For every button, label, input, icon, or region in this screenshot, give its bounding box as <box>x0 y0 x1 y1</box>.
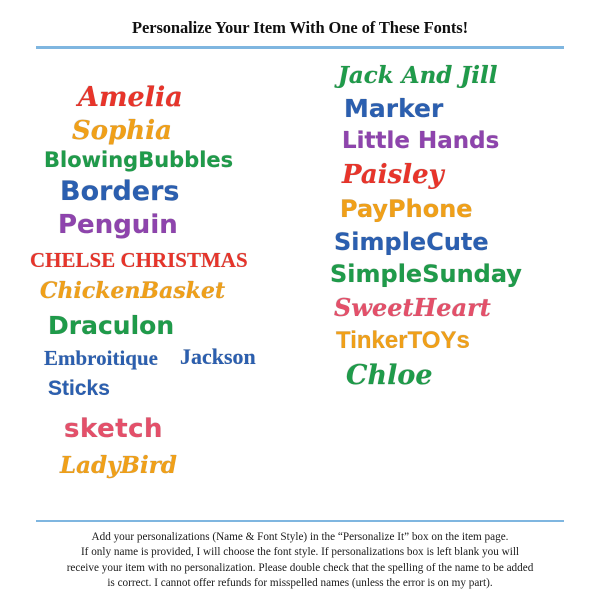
page-title: Personalize Your Item With One of These Fonts! <box>132 18 468 37</box>
bottom-divider <box>36 520 564 522</box>
font-sample: Amelia <box>78 82 183 113</box>
font-sample: Marker <box>344 94 444 123</box>
instructions-line-4: is correct. I cannot offer refunds for misspelled names (unless the error is on my part). <box>107 577 493 590</box>
font-sample: PayPhone <box>340 195 473 223</box>
font-sample: SweetHeart <box>334 293 491 322</box>
font-column-right <box>300 58 600 510</box>
font-sample: CHELSE CHRISTMAS <box>30 248 248 272</box>
font-sample: Embroitique <box>44 346 158 370</box>
font-samples-area <box>0 58 600 510</box>
font-sample: Draculon <box>48 311 175 340</box>
instructions-line-1: Add your personalizations (Name & Font Style) in the “Personalize It” box on the item page. <box>91 531 509 543</box>
font-column-left <box>0 58 300 510</box>
font-sample: Jackson <box>180 344 256 369</box>
font-sample: Borders <box>60 176 180 207</box>
font-sample: ChickenBasket <box>40 278 226 304</box>
font-sample: sketch <box>64 414 164 444</box>
font-sample: Penguin <box>58 210 178 240</box>
font-sample: Sticks <box>48 377 110 400</box>
font-sample: TinkerTOYs <box>336 327 470 354</box>
top-divider <box>36 46 564 49</box>
font-sample: LadyBird <box>60 452 177 479</box>
font-sample: BlowingBubbles <box>44 148 234 172</box>
instructions-text <box>30 530 570 592</box>
font-sample: Jack And Jill <box>338 62 498 89</box>
font-sample: Paisley <box>342 160 444 190</box>
instructions-line-3: receive your item with no personalization. Please double check that the spelling of the name to be added <box>66 561 534 574</box>
font-sample: SimpleCute <box>334 228 489 256</box>
instructions-line-2: If only name is provided, I will choose the font style. If personalizations box is left blank you will <box>80 546 520 559</box>
font-sample: Chloe <box>346 360 433 391</box>
font-sample: Little Hands <box>342 128 500 154</box>
font-sample: Sophia <box>72 116 172 146</box>
font-sample: SimpleSunday <box>330 260 522 288</box>
